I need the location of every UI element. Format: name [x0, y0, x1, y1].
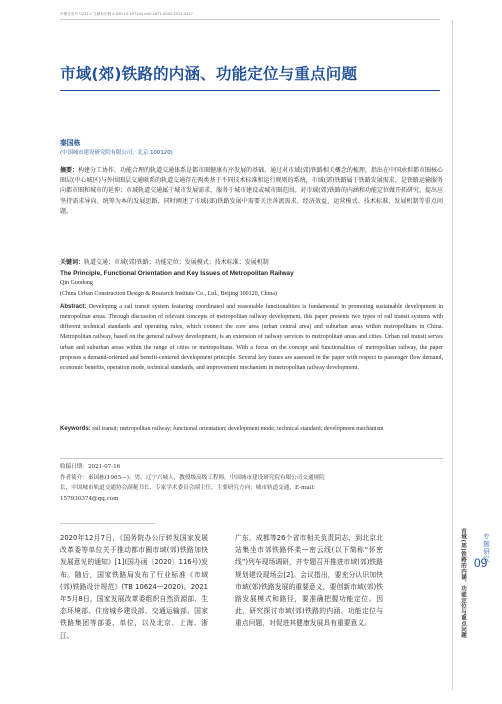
- info-footer-divider: [60, 523, 155, 524]
- article-info: [60, 462, 325, 504]
- abstract-zh-label: 摘要：: [60, 167, 79, 174]
- keywords-en-text: rail transit; metropolitan railway; functional orientation; development mode; technical standard; development mechanism: [92, 426, 384, 432]
- article-title: 市域(郊)铁路的内涵、功能定位与重点问题: [60, 65, 358, 83]
- received-date: 收稿日期：2021-07-16: [60, 464, 121, 470]
- body-column-right: 广东、成都等26个省市相关负责同志，到北京北站集坐市郊铁路怀柔—密云线(以下简称“怀密线”)列车现场调研，并专题召开推进市域(郊)铁路规划建设现场会[2]。会议指出，要充分认识加快市域(郊)铁路发展的重要意义，要创新市域(郊)铁路发展模式和路径，要准确把握功能定位。因此，研究探讨市域(郊)铁路的内涵、功能定位与重点问题，对促进其健康发展具有重要意义。: [235, 534, 383, 628]
- affiliation-en: (China Urban Construction Design & Research Institute Co., Ltd., Beijing 100120, China): [60, 291, 277, 297]
- author-name-zh: 秦国栋: [60, 139, 81, 147]
- abstract-en-label: Abstract:: [60, 304, 87, 310]
- abstract-zh-text: 构建分工协作、功能合理的轨道交通体系是都市圈健康有序发展的基础。通过对市域(郊)铁路相关概念的梳理，指出在中国承担都市圈核心圈层(中心城区)与外围圈层交通联系的轨道交通存在两类基于不同技术标准和运行规则的系统，市域(郊)铁路属于铁路发展需求，是铁路运输服务向都市圈和城市的延伸；市域轨道交通属于城市发展需求，服务于城市建设或城市圈范围。对市域(郊)铁路的内涵和功能定位做开拓研究，提出应坚持需求导向、统筹为本的发展思路，同时阐述了市域(郊)铁路发展中需要关注各流需求、经济效益、运营模式、技术标准、发展机制等重点问题。: [60, 167, 443, 215]
- keywords-zh: [60, 258, 443, 268]
- abstract-en-text: Developing a rail transit system featuring coordinated and reasonable functionalities is fundamental in promoting sustainable development in metropolitan areas. Through discussion of relevant concepts of metropolitan railway development, this paper presents two types of rail transit systems with different technical standards and operating rules, which connect the core area (urban central area) and suburban areas within metropolitans in China. Metropolitan railway, based on the general railway development, is an extension of railway services to metropolitan areas and cities. Urban rail transit serves urban and suburban areas within the range of cities or metropolitans. With a focus on the concept and functionalities of metropolitan railway, the paper proposes a demand-oriented and benefit-centered development principle. Several key issues are assessed in the paper with respect to passenger flow demand, economic benefits, operation mode, technical standards, and improvement mechanism in metropolitan railway development.: [60, 304, 444, 371]
- article-title-en: The Principle, Functional Orientation and Key Issues of Metropolitan Railway: [60, 270, 294, 277]
- author-name-en: Qin Guodong: [60, 280, 93, 286]
- section-category: 专题研究: [482, 533, 490, 563]
- header-divider: [60, 19, 440, 20]
- keywords-en: [60, 424, 443, 434]
- running-title-vertical: 市域(郊)铁路的内涵、功能定位与重点问题: [460, 528, 466, 639]
- body-column-left: 2020年12月7日，《国务院办公厅转发国家发展改革委等单位关于推动都市圈市域(郊)铁路加快发展意见的通知》[1](国办函〔2020〕116号)发布。随后，国家铁路局发布了行业标准《市域(郊)铁路设计规范》(TB 10624—2020)。2021年5月8日，国家发展改革委组织自然资源部、生态环境部、住房城乡建设部、交通运输部、国家铁路集团等部委、单位，以及北京、上海、浙江、: [60, 534, 208, 640]
- keywords-en-label: Keywords:: [60, 426, 91, 432]
- title-divider: [60, 90, 440, 91]
- keywords-zh-label: 关键词：: [60, 259, 85, 266]
- keywords-zh-text: 轨道交通；市域(郊)铁路；功能定位；发展模式；技术标准；发展机制: [84, 259, 269, 266]
- journal-meta-strip: 中图分类号 U231.1 文献标识码 A DOI 10.19714/j.cnki.1671-6342.2021.0417: [60, 12, 193, 16]
- side-divider: [452, 20, 453, 690]
- author-bio: 作者简介：秦国栋(1965—)，男，辽宁兴城人，教授级高级工程师，中国城市建设研究院有限公司交通规院长，中国城市轨道交通协会副秘书长、专家学术委员会副主任，主要研究方向：城市轨道交通，E-mail: 157930374@qq.com: [60, 474, 325, 502]
- abstract-en: [60, 302, 443, 373]
- abstract-zh: [60, 166, 443, 217]
- info-divider: [60, 458, 443, 459]
- affiliation-zh: (中国城市建设研究院有限公司，北京 100120): [60, 150, 173, 156]
- page-number: 09: [474, 556, 488, 570]
